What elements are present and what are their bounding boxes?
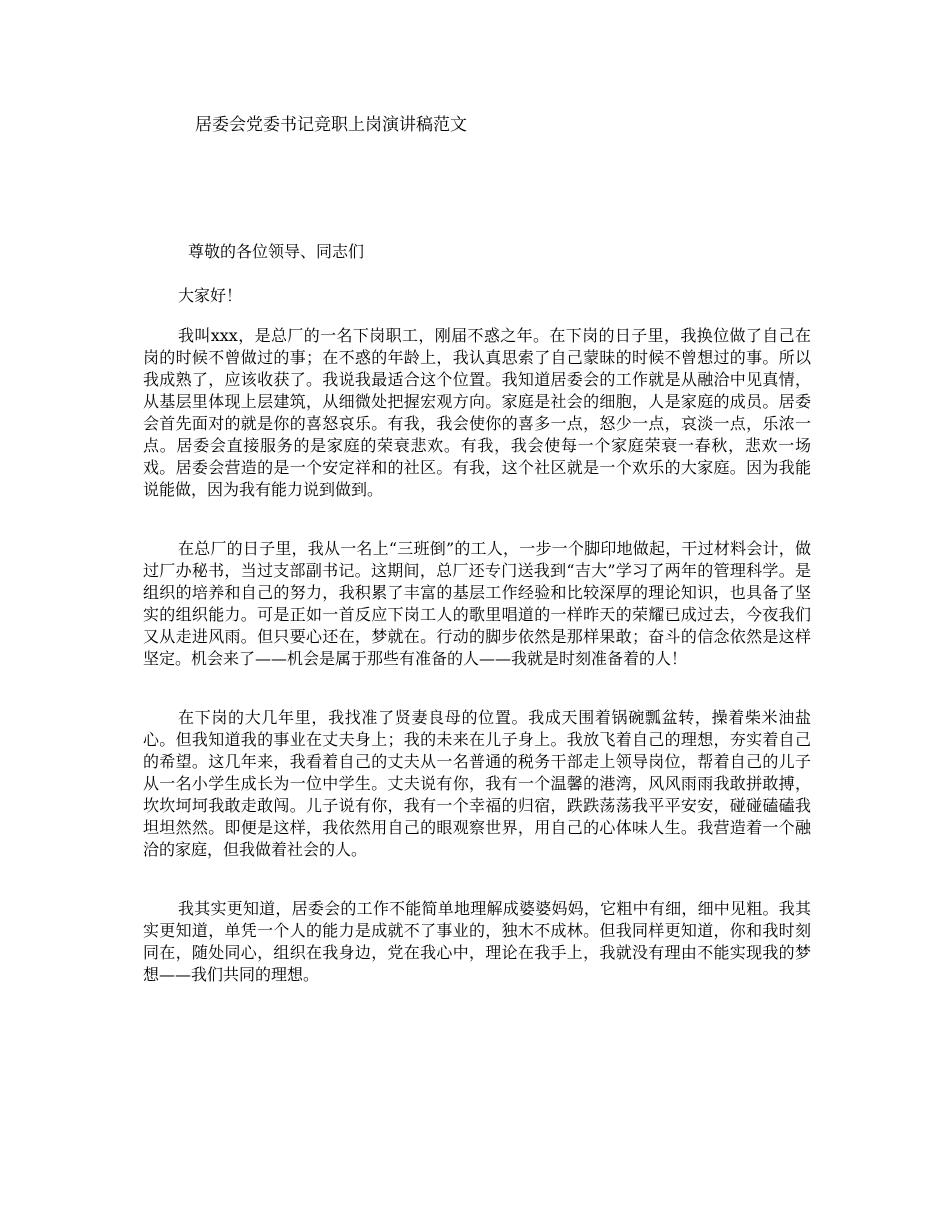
paragraph-1: 我叫xxx，是总厂的一名下岗职工，刚届不惑之年。在下岗的日子里，我换位做了自己在岗的时候不曾做过的事；在不惑的年龄上，我认真思索了自己蒙昧的时候不曾想过的事。所以我成熟了，应该收获了。我说我最适合这个位置。我知道居委会的工作就是从融洽中见真情，从基层里体现上层建筑，从细微处把握宏观方向。家庭是社会的细胞，人是家庭的成员。居委会首先面对的就是你的喜怒哀乐。有我，我会使你的喜多一点，怒少一点，哀淡一点，乐浓一点。居委会直接服务的是家庭的荣衰悲欢。有我，我会使每一个家庭荣衰一春秋，悲欢一场戏。居委会营造的是一个安定祥和的社区。有我，这个社区就是一个欢乐的大家庭。因为我能说能做，因为我有能力说到做到。 [143,326,811,499]
greeting: 大家好！ [178,286,243,305]
paragraph-2: 在总厂的日子里，我从一名上“三班倒”的工人，一步一个脚印地做起，干过材料会计，做过厂办秘书，当过支部副书记。这期间，总厂还专门送我到“吉大”学习了两年的管理科学。是组织的培养和自己的努力，我积累了丰富的基层工作经验和比较深厚的理论知识，也具备了坚实的组织能力。可是正如一首反应下岗工人的歌里唱道的一样昨天的荣耀已成过去，今夜我们又从走进风雨。但只要心还在，梦就在。行动的脚步依然是那样果敢；奋斗的信念依然是这样坚定。机会来了——机会是属于那些有准备的人——我就是时刻准备着的人！ [143,539,811,668]
document-title: 居委会党委书记竞职上岗演讲稿范文 [195,115,467,135]
paragraph-4: 我其实更知道，居委会的工作不能简单地理解成婆婆妈妈，它粗中有细，细中见粗。我其实更知道，单凭一个人的能力是成就不了事业的，独木不成林。但我同样更知道，你和我时刻同在，随处同心，组织在我身边，党在我心中，理论在我手上，我就没有理由不能实现我的梦想——我们共同的理想。 [143,899,811,984]
salutation: 尊敬的各位领导、同志们 [188,242,365,261]
paragraph-3: 在下岗的大几年里，我找准了贤妻良母的位置。我成天围着锅碗瓢盆转，操着柴米油盐心。但我知道我的事业在丈夫身上；我的未来在儿子身上。我放飞着自己的理想，夯实着自己的希望。这几年来，我看着自己的丈夫从一名普通的税务干部走上领导岗位，帮着自己的儿子从一名小学生成长为一位中学生。丈夫说有你，我有一个温馨的港湾，风风雨雨我敢拼敢搏，坎坎坷坷我敢走敢闯。儿子说有你，我有一个幸福的归宿，跌跌荡荡我平平安安，碰碰磕磕我坦坦然然。即便是这样，我依然用自己的眼观察世界，用自己的心体味人生。我营造着一个融洽的家庭，但我做着社会的人。 [143,708,811,859]
